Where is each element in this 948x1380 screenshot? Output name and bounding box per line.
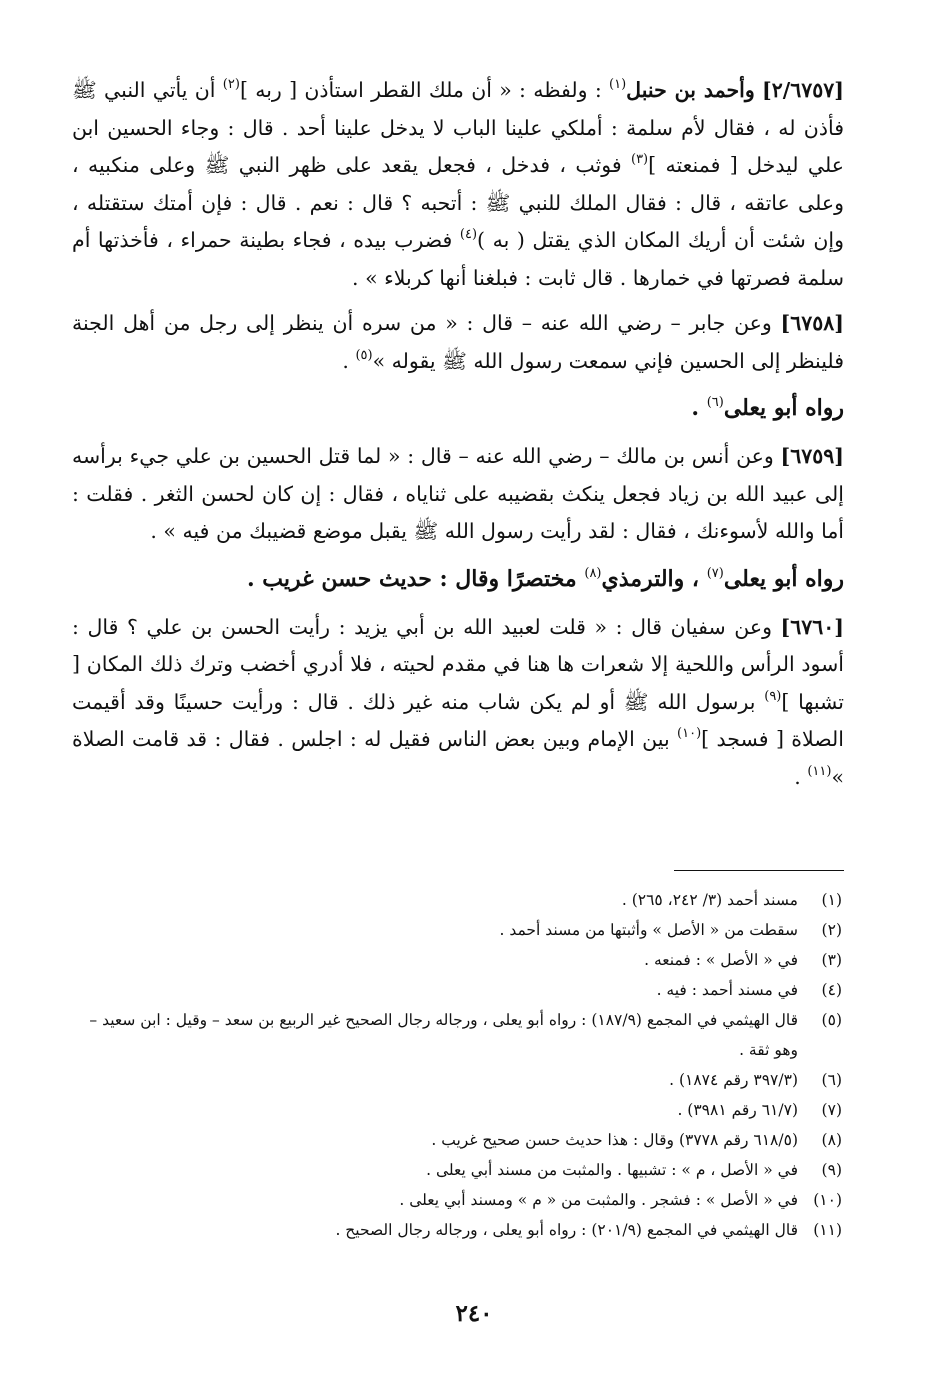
footnote-text: (٣٩٧/٣ رقم ١٨٧٤) . xyxy=(669,1071,798,1089)
footnote-ref: (١١) xyxy=(807,763,832,779)
hadith-6759 xyxy=(72,438,844,551)
footnote-item xyxy=(72,1125,842,1155)
footnote-text: في مسند أحمد : فيه . xyxy=(656,981,798,999)
footnote-number: (١١) xyxy=(813,1221,842,1239)
footnote-ref: (٧) xyxy=(706,565,724,581)
footnote-item xyxy=(72,915,842,945)
hadith-text: برسول الله ﷺ أو لم يكن شاب منه غير ذلك . قال : ورأيت حسينًا وقد أقيمت الصلاة [ فسجد ] xyxy=(72,689,844,751)
attribution-6758 xyxy=(72,388,844,428)
footnote-number: (٤) xyxy=(821,981,842,999)
footnote-item xyxy=(72,945,842,975)
attribution-text: رواه أبو يعلى xyxy=(723,395,844,421)
hadith-text: وعن جابر – رضي الله عنه – قال : « من سره أن ينظر إلى رجل من أهل الجنة فلينظر إلى الحسين فإني سمعت رسول الله ﷺ يقوله » xyxy=(72,311,844,373)
footnote-item xyxy=(72,1155,842,1185)
page-number: ٢٤٠ xyxy=(455,1300,493,1327)
footnote-text: (٦١٨/٥ رقم ٣٧٧٨) وقال : هذا حديث حسن صحيح غريب . xyxy=(431,1131,798,1149)
footnote-ref: (١٠) xyxy=(677,726,702,741)
footnote-ref: (٣) xyxy=(630,152,649,167)
footnote-number: (١٠) xyxy=(813,1191,842,1209)
hadith-number: [٦٧٦٠] xyxy=(780,614,844,639)
footnote-number: (٨) xyxy=(821,1131,842,1149)
footnote-number: (٧) xyxy=(821,1101,842,1119)
footnote-text: في « الأصل ، م » : تشبيها . والمثبت من مسند أبي يعلى . xyxy=(426,1161,798,1179)
attribution-6759 xyxy=(72,559,844,599)
footnote-number: (٥) xyxy=(821,1011,842,1029)
footnote-number: (٢) xyxy=(821,921,842,939)
footnote-ref: (٩) xyxy=(764,688,782,704)
footnote-number: (٦) xyxy=(821,1071,842,1089)
hadith-text: فضرب بيده ، فجاء بطينة حمراء ، فأخذتها أم سلمة فصرتها في خمارها . قال ثابت : فبلغنا أنها كربلاء » . xyxy=(72,228,844,290)
footnote-item xyxy=(72,1005,842,1065)
hadith-number: [٦٧٥٨] xyxy=(780,311,844,335)
hadith-text: وعن سفيان قال : « قلت لعبيد الله بن أبي يزيد : رأيت الحسن بن علي ؟ قال : أسود الرأس واللحية إلا شعرات ها هنا في مقدم لحيته ، فلا أدري أخضب وترك ذلك المكان [ تشبها ] xyxy=(72,614,845,714)
hadith-number: [٢/٦٧٥٧] xyxy=(762,78,844,102)
footnote-item xyxy=(72,1215,842,1245)
footnote-text: (٦١/٧ رقم ٣٩٨١) . xyxy=(677,1101,798,1119)
footnote-ref: (١) xyxy=(609,77,627,92)
hadith-text: بين الإمام وبين بعض الناس فقيل له : اجلس . فقال : قد قامت الصلاة » xyxy=(72,727,844,789)
hadith-6758 xyxy=(72,305,844,380)
hadith-text: أن يأتي النبي ﷺ فأذن له ، فقال لأم سلمة : أملكي علينا الباب لا يدخل علينا أحد . قال : وجاء الحسين ابن علي ليدخل [ فمنعته ] xyxy=(72,78,844,177)
footnote-ref: (٨) xyxy=(584,565,602,581)
footnotes xyxy=(72,885,842,1245)
hadith-text: : ولفظه : « أن ملك القطر استأذن [ ربه ] xyxy=(239,78,610,102)
footnote-ref: (٤) xyxy=(459,227,478,242)
attribution-text: رواه أبو يعلى xyxy=(723,565,844,592)
hadith-text: . xyxy=(794,764,808,789)
narrator-name: وأحمد بن حنبل xyxy=(626,78,755,102)
hadith-text: فوثب ، فدخل ، فجعل يقعد على ظهر النبي ﷺ وعلى منكبيه ، وعلى عاتقه ، قال : فقال الملك للنبي ﷺ : أتحبه ؟ قال : نعم . قال : فإن أمتك ستقتله ، وإن شئت أن أريك المكان الذي يقتل ( به ) xyxy=(72,153,845,252)
footnote-ref: (٦) xyxy=(706,395,724,410)
attribution-text: مختصرًا وقال : حديث حسن غريب . xyxy=(246,565,585,592)
attribution-text: ، والترمذي xyxy=(601,565,707,592)
footnote-ref: (٥) xyxy=(355,347,373,363)
footnote-item xyxy=(72,1065,842,1095)
footnote-text: قال الهيثمي في المجمع (١٨٧/٩) : رواه أبو يعلى ، ورجاله رجال الصحيح غير الربيع بن سعد – وقيل : ابن سعيد – وهو ثقة . xyxy=(89,1011,798,1059)
footnote-text: في « الأصل » : فشجر . والمثبت من « م » ومسند أبي يعلى . xyxy=(399,1191,798,1209)
footnote-text: مسند أحمد (٣/ ٢٤٢، ٢٦٥) . xyxy=(621,891,798,909)
hadith-number: [٦٧٥٩] xyxy=(780,444,844,468)
footnote-divider xyxy=(674,870,844,871)
footnote-number: (١) xyxy=(821,891,842,909)
hadith-6760 xyxy=(72,609,844,797)
hadith-text: وعن أنس بن مالك – رضي الله عنه – قال : « لما قتل الحسين بن علي جيء برأسه إلى عبيد الله بن زياد فجعل ينكث بقضيبه على ثناياه ، فقال : إن كان لحسن الثغر . فقلت : أما والله لأسوءنك ، فقال : لقد رأيت رسول الله ﷺ يقبل موضع قضيبك من فيه » . xyxy=(72,444,844,543)
footnote-item xyxy=(72,1185,842,1215)
hadith-text: . xyxy=(342,348,356,373)
footnote-item xyxy=(72,975,842,1005)
footnote-text: سقطت من « الأصل » وأثبتها من مسند أحمد . xyxy=(499,921,798,939)
attribution-text: . xyxy=(691,395,707,421)
footnote-ref: (٢) xyxy=(222,77,240,92)
footnote-text: في « الأصل » : فمنعه . xyxy=(644,951,798,969)
footnote-item xyxy=(72,885,842,915)
footnote-number: (٩) xyxy=(821,1161,842,1179)
footnote-text: قال الهيثمي في المجمع (٢٠١/٩) : رواه أبو يعلى ، ورجاله رجال الصحيح . xyxy=(335,1221,798,1239)
footnote-item xyxy=(72,1095,842,1125)
footnote-number: (٣) xyxy=(821,951,842,969)
hadith-6757 xyxy=(72,72,844,297)
page-body xyxy=(72,72,844,804)
